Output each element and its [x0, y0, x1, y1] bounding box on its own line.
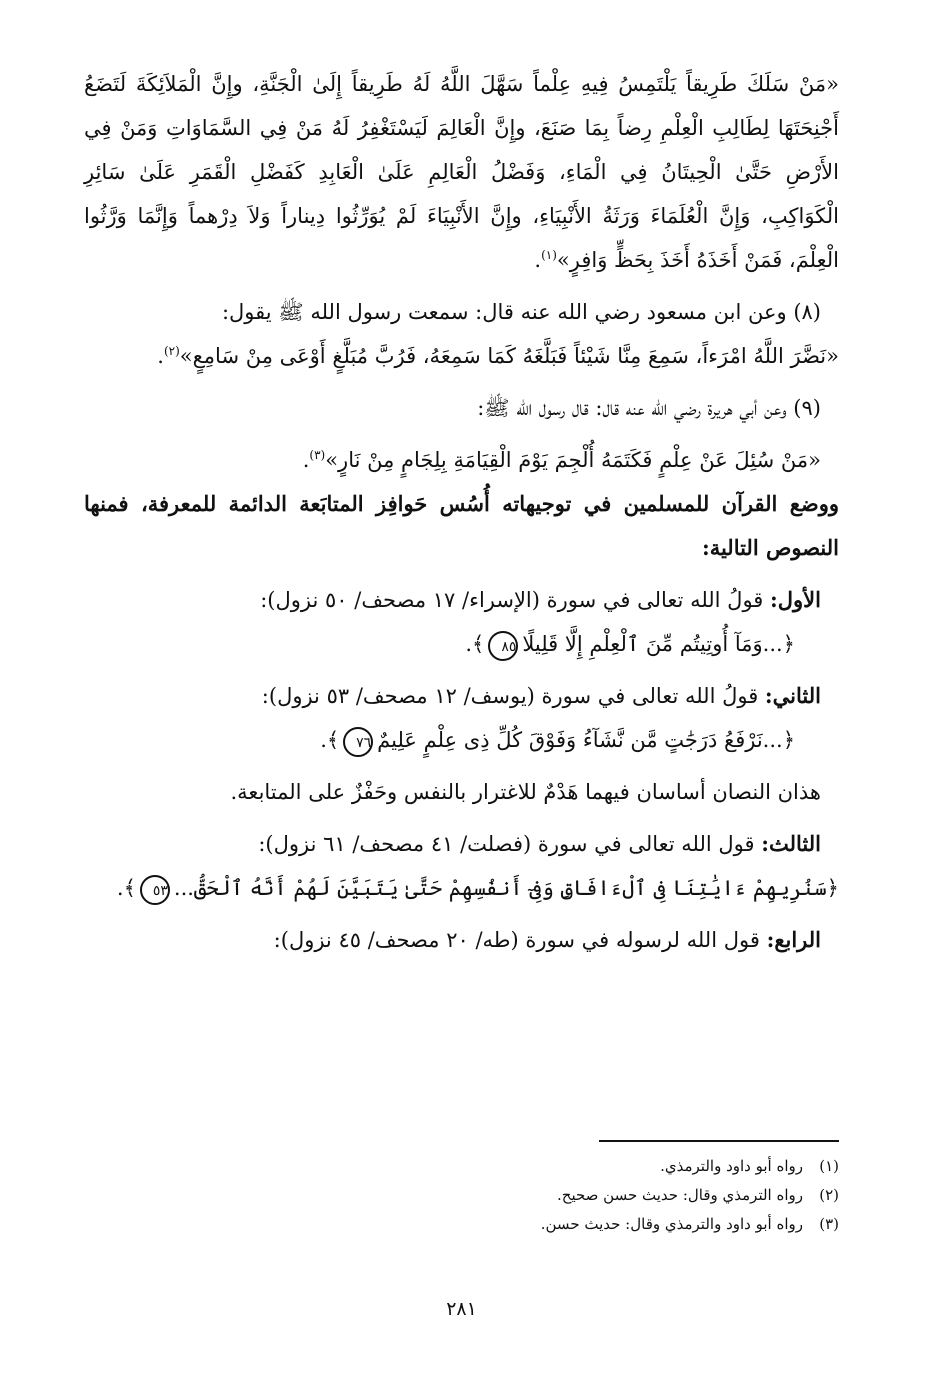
verse-1-close: ﴾.: [465, 632, 485, 656]
footnote-number: (٢): [819, 1186, 839, 1204]
hadith-9-text: [84, 438, 839, 482]
verse-2-text: [84, 718, 839, 762]
footnote-number: (٣): [819, 1215, 839, 1233]
footnote-ref-3: (٣): [309, 448, 326, 462]
verse-1-text: [84, 622, 839, 666]
verse-4-label: الرابع:: [766, 927, 821, 952]
hadith-8-intro: (٨) وعن ابن مسعود رضي الله عنه قال: سمعت رسول الله ﷺ يقول:: [221, 300, 821, 324]
verse-3-label: الثالث:: [761, 831, 821, 856]
footnote-number: (١): [819, 1157, 839, 1175]
footnote-text: رواه الترمذي وقال: حديث حسن صحيح.: [557, 1186, 803, 1204]
hadith-7-body: «مَنْ سَلَكَ طَرِيقاً يَلْتَمِسُ فِيهِ عِلْماً سَهَّلَ اللَّهُ لَهُ طَرِيقاً إِلَىٰ الْجَنَّةِ، وإِنَّ الْمَلاَئِكَةَ لَتَضَعُ أَجْنِحَتَهَا لِطَالِبِ الْعِلْمِ رِضاً بِمَا صَنَعَ، وإِنَّ الْعَالِمَ لَيَسْتَغْفِرُ لَهُ مَنْ فِي السَّمَاوَاتِ وَمَنْ فِي الأَرْضِ حَتَّىٰ الْحِيتَانُ فِي الْمَاءِ، وَفَضْلُ الْعَالِمِ عَلَىٰ الْعَابِدِ كَفَضْلِ الْقَمَرِ عَلَىٰ سَائِرِ الْكَوَاكِبِ، وَإِنَّ الْعُلَمَاءَ وَرَثَةُ الأَنْبِيَاءِ، وإِنَّ الأَنْبِيَاءَ لَمْ يُوَرِّثُوا دِيناراً وَلاَ دِرْهماً وَإِنَّمَا وَرَّثُوا الْعِلْمَ، فَمَنْ أَخَذَهُ أَخَذَ بِحَظٍّ وَافِرٍ»: [84, 72, 839, 272]
hadith-9-body: «مَنْ سُئِلَ عَنْ عِلْمٍ فَكَتَمَهُ أُلْجِمَ يَوْمَ الْقِيَامَةِ بِلِجَامٍ مِنْ نَارٍ»: [325, 448, 821, 472]
hadith-9-intro: (٩) وعن أبي هريرة رضي الله عنه قال: قال رسول الله ﷺ:: [477, 396, 821, 420]
footnote-text: رواه أبو داود والترمذي.: [660, 1157, 803, 1175]
footnote-item: [84, 1152, 839, 1181]
footnotes: [84, 1152, 839, 1239]
ayah-number-mark: ٥٣: [140, 875, 170, 905]
ayah-number-mark: ٨٥: [488, 631, 518, 661]
verse-1-ref: [84, 578, 839, 622]
hadith-8-text: [84, 334, 839, 378]
book-page: [84, 62, 839, 1352]
verse-1-body: ﴿...وَمَآ أُوتِيتُم مِّنَ ٱلْعِلْمِ إِلَّا قَلِيلًا: [522, 632, 795, 656]
ayah-number-mark: ٧٦: [343, 727, 373, 757]
verse-4-ref: [84, 918, 839, 962]
verse-2-source: قولُ الله تعالى في سورة (يوسف/ ١٢ مصحف/ ٥٣ نزول):: [261, 684, 759, 708]
footnote-text: رواه أبو داود والترمذي وقال: حديث حسن.: [540, 1215, 803, 1233]
footnote-ref-2: (٢): [163, 344, 180, 358]
footnote-item: [84, 1181, 839, 1210]
verse-2-close: ﴾.: [320, 728, 340, 752]
verse-4-source: قول الله لرسوله في سورة (طه/ ٢٠ مصحف/ ٤٥ نزول):: [273, 928, 760, 952]
verse-1-label: الأول:: [770, 587, 821, 612]
verse-2-label: الثاني:: [764, 683, 821, 708]
verse-3-body: ﴿سَنُرِيهِمْ ءَايَٰتِنَا فِى ٱلْءَافَاقِ وَفِىٓ أَنفُسِهِمْ حَتَّىٰ يَتَبَيَّنَ لَهُمْ أَنَّهُ ٱلْحَقُّ...: [173, 876, 839, 900]
verses-comment: هذان النصان أساسان فيهما هَدْمٌ للاغترار بالنفس وحَفْزٌ على المتابعة.: [230, 780, 821, 804]
verse-3-ref: [84, 822, 839, 866]
hadith-8-body: «نَضَّرَ اللَّهُ امْرَءاً، سَمِعَ مِنَّا شَيْئاً فَبَلَّغَهُ كَمَا سَمِعَهُ، فَرُبَّ مُبَلَّغٍ أَوْعَى مِنْ سَامِعٍ»: [179, 344, 839, 368]
verse-3-close: ﴾.: [116, 876, 136, 900]
footnote-ref-1: (١): [541, 248, 557, 262]
section-intro: ووضع القرآن للمسلمين في توجيهاته أُسُس حَوافِز المتابَعة الدائمة للمعرفة، فمنها النصوص التالية:: [84, 491, 839, 560]
verse-3-source: قول الله تعالى في سورة (فصلت/ ٤١ مصحف/ ٦١ نزول):: [258, 832, 755, 856]
hadith-7-end: .: [534, 248, 542, 272]
page-number: ٢٨١: [446, 1298, 477, 1320]
verse-1-source: قولُ الله تعالى في سورة (الإسراء/ ١٧ مصحف/ ٥٠ نزول):: [260, 588, 764, 612]
hadith-9-end: .: [302, 448, 310, 472]
hadith-7-text: [84, 62, 839, 282]
footnote-item: [84, 1210, 839, 1239]
verse-2-ref: [84, 674, 839, 718]
verse-3-text: [84, 866, 839, 910]
hadith-8-end: .: [157, 344, 164, 368]
footnote-divider: [599, 1140, 839, 1142]
verse-2-body: ﴿...نَرْفَعُ دَرَجَٰتٍ مَّن نَّشَآءُ وَفَوْقَ كُلِّ ذِى عِلْمٍ عَلِيمٌ: [377, 728, 795, 752]
